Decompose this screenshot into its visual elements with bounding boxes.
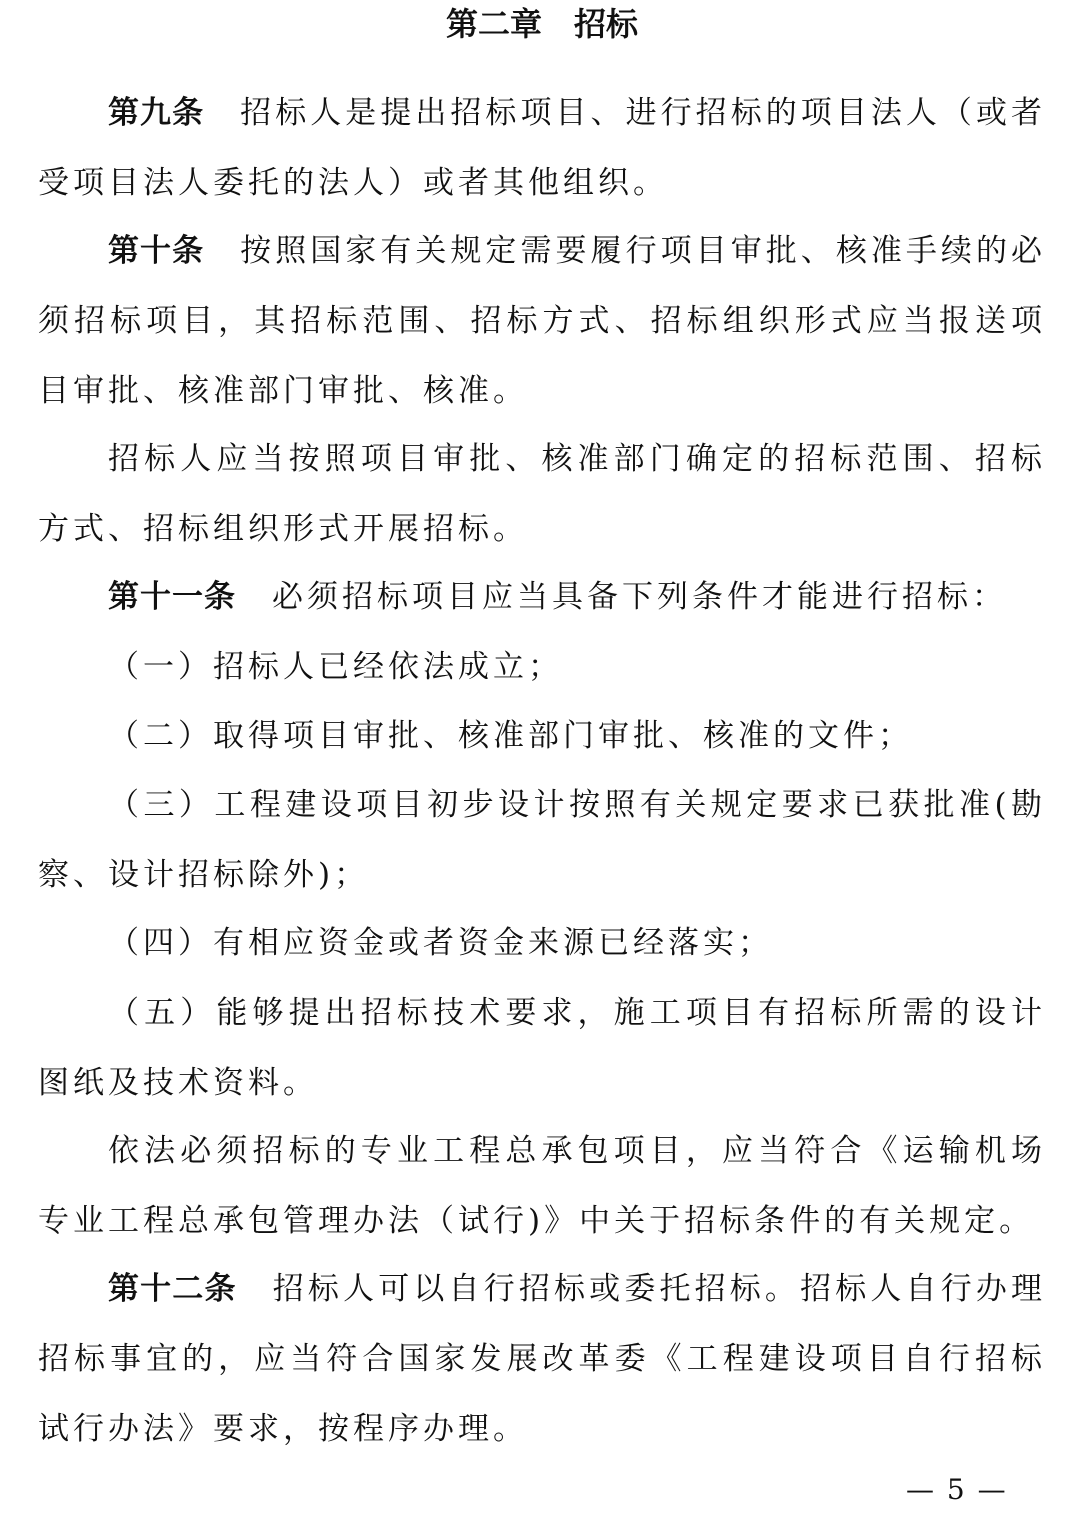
document-page xyxy=(38,0,1046,1517)
list-item: （四）有相应资金或者资金来源已经落实； xyxy=(108,925,773,961)
article-number: 第十条 xyxy=(108,233,205,269)
page-number: — 5 — xyxy=(906,1473,1008,1506)
article-text: 招标人可以自行招标或委托招标。招标人自行办理招标事宜的，应当符合国家发展改革委《工程建设项目自行招标试行办法》要求，按程序办理。 xyxy=(38,1271,1047,1447)
article-text: 必须招标项目应当具备下列条件才能进行招标： xyxy=(272,579,1007,615)
list-item: （三）工程建设项目初步设计按照有关规定要求已获批准(勘察、设计招标除外)； xyxy=(38,787,1046,893)
body-paragraph: 招标人应当按照项目审批、核准部门确定的招标范围、招标方式、招标组织形式开展招标。 xyxy=(38,441,1046,547)
article-number: 第九条 xyxy=(108,95,205,131)
article-text: 招标人是提出招标项目、进行招标的项目法人（或者受项目法人委托的法人）或者其他组织。 xyxy=(38,95,1047,201)
body-paragraph: 依法必须招标的专业工程总承包项目，应当符合《运输机场专业工程总承包管理办法（试行)》中关于招标条件的有关规定。 xyxy=(38,1133,1046,1239)
article-number: 第十一条 xyxy=(108,579,236,615)
article-12-paragraph xyxy=(38,1254,1046,1464)
chapter-title: 第二章 招标 xyxy=(445,5,638,43)
article-10-paragraph xyxy=(38,216,1046,426)
article-number: 第十二条 xyxy=(108,1271,237,1307)
article-text: 按照国家有关规定需要履行项目审批、核准手续的必须招标项目，其招标范围、招标方式、招标组织形式应当报送项目审批、核准部门审批、核准。 xyxy=(38,233,1047,409)
article-11-paragraph xyxy=(38,562,1046,632)
list-item: （五）能够提出招标技术要求，施工项目有招标所需的设计图纸及技术资料。 xyxy=(38,995,1046,1101)
article-9-paragraph xyxy=(38,78,1046,218)
list-item: （一）招标人已经依法成立； xyxy=(108,649,563,685)
list-item: （二）取得项目审批、核准部门审批、核准的文件； xyxy=(108,718,913,754)
